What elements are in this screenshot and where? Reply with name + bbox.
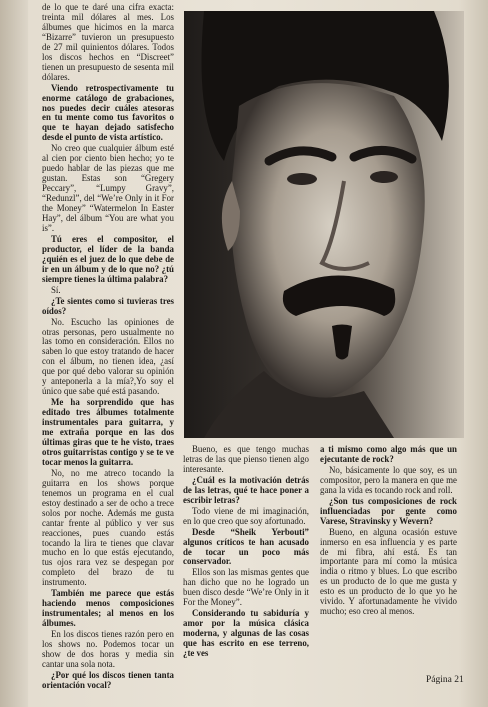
interview-answer: Bueno, en alguna ocasión estuve inmerso en esa influencia y es parte de mi fibra, ahí está. Es tan importante para mí como la música india o ritmo y blues. Lo que escribo es un producto de lo que me gusta y esto es un producto de lo que yo he vivido. Y afortunadamente he vivido mucho; eso creo al menos. bbox=[320, 526, 457, 617]
interview-question: a ti mismo como algo más que un ejecutante de rock? bbox=[320, 444, 457, 464]
interview-question: ¿Cuál es la motivación detrás de las letras, qué te hace poner a escribir letras? bbox=[183, 474, 309, 505]
interview-question: Considerando tu sabiduría y amor por la música clásica moderna, y algunas de las cosas que has escrito en ese terreno, ¿te ves bbox=[183, 608, 309, 659]
interview-answer: No. Escucho las opiniones de otras personas, pero usualmente no las tomo en consideración. Ellos no saben lo que estoy tratando de hacer con el álbum, no tienen idea, ¿así que por qué debo valorar su opinión y anteponerla a la mía?,Yo soy el único que sabe qué está pasando. bbox=[42, 316, 174, 397]
interview-question: También me parece que estás haciendo menos composiciones instrumentales; al menos en los álbumes. bbox=[42, 588, 174, 629]
right-text-column bbox=[320, 445, 457, 618]
interview-question: ¿Por qué los discos tienen tanta orientación vocal? bbox=[42, 669, 174, 690]
page-edge-shadow bbox=[0, 0, 28, 707]
interview-answer: No, básicamente lo que soy, es un compositor, pero la manera en que me gana la vida es tocando rock and roll. bbox=[320, 464, 457, 495]
interview-answer: de lo que te daré una cifra exacta: treinta mil dólares al mes. Los álbumes que hicimos en la marca “Bizarre” tuvieron un presupuesto de 27 mil quinientos dólares. Todos los discos hechos en “Discreet” tienen un presupuesto de sesenta mil dólares. bbox=[42, 2, 174, 82]
portrait-illustration bbox=[184, 11, 464, 438]
interview-answer: Sí. bbox=[51, 284, 61, 295]
interview-answer: Bueno, es que tengo muchas letras de las que pienso tienen algo interesante. bbox=[183, 444, 309, 474]
interview-answer: No creo que cualquier álbum esté al cien por ciento bien hecho; yo te puedo hablar de las piezas que me gustan. Estas son “Gregery Peccary”, “Lumpy Gravy”, “Redunzl”, del “We’re Only in it For the Money” “Watermelon In Easter Hay”, del álbum “You are what you is”. bbox=[42, 143, 174, 233]
interview-answer: Todo viene de mi imaginación, en lo que creo que soy afortunado. bbox=[183, 505, 309, 526]
middle-text-column bbox=[183, 445, 309, 660]
page-number: Página 21 bbox=[426, 675, 464, 685]
interview-question: ¿Te sientes como si tuvieras tres oídos? bbox=[42, 295, 174, 316]
portrait-photo bbox=[184, 11, 464, 438]
interview-question: ¿Son tus composiciones de rock influenciadas por gente como Varese, Stravinsky y Wevern? bbox=[320, 495, 457, 526]
interview-question: Viendo retrospectivamente tu enorme catálogo de grabaciones, nos puedes decir cuáles atesoras en tu mente como tus favoritos o que te hayan dejado satisfecho desde el punto de vista artístico. bbox=[42, 82, 174, 143]
interview-answer: En los discos tienes razón pero en los shows no. Podemos tocar un show de dos horas y media sin cantar una sola nota. bbox=[42, 629, 174, 669]
interview-question: Me ha sorprendido que has editado tres álbumes totalmente instrumentales para guitarra, y me extraña porque en las dos últimas giras que te he visto, traes otros guitarristas contigo y se te ve tocar menos la guitarra. bbox=[42, 397, 174, 467]
interview-answer: No, no me atreco tocando la guitarra en los shows porque tenemos un programa en el cual estoy destinado a ser de ocho a trece solos por noche. Además me gusta cantar frente al público y ver sus reacciones, pues cuando estás tocando la lira te tienes que clavar mucho en lo que estás ejecutando, tus ojos rara vez se despegan por completo del brazo de tu instrumento. bbox=[42, 467, 174, 588]
interview-question: Desde “Sheik Yerbouti” algunos críticos te han acusado de tocar un poco más conservador. bbox=[183, 526, 309, 567]
interview-answer: Ellos son las mismas gentes que han dicho que no he logrado un buen disco desde “We’re Only in it For the Money”. bbox=[183, 567, 309, 608]
interview-question: Tú eres el compositor, el productor, el líder de la banda ¿quién es el juez de lo que debe de ir en un álbum y de lo que no? ¿tú siempre tienes la última palabra? bbox=[42, 233, 174, 284]
left-text-column bbox=[42, 3, 174, 692]
